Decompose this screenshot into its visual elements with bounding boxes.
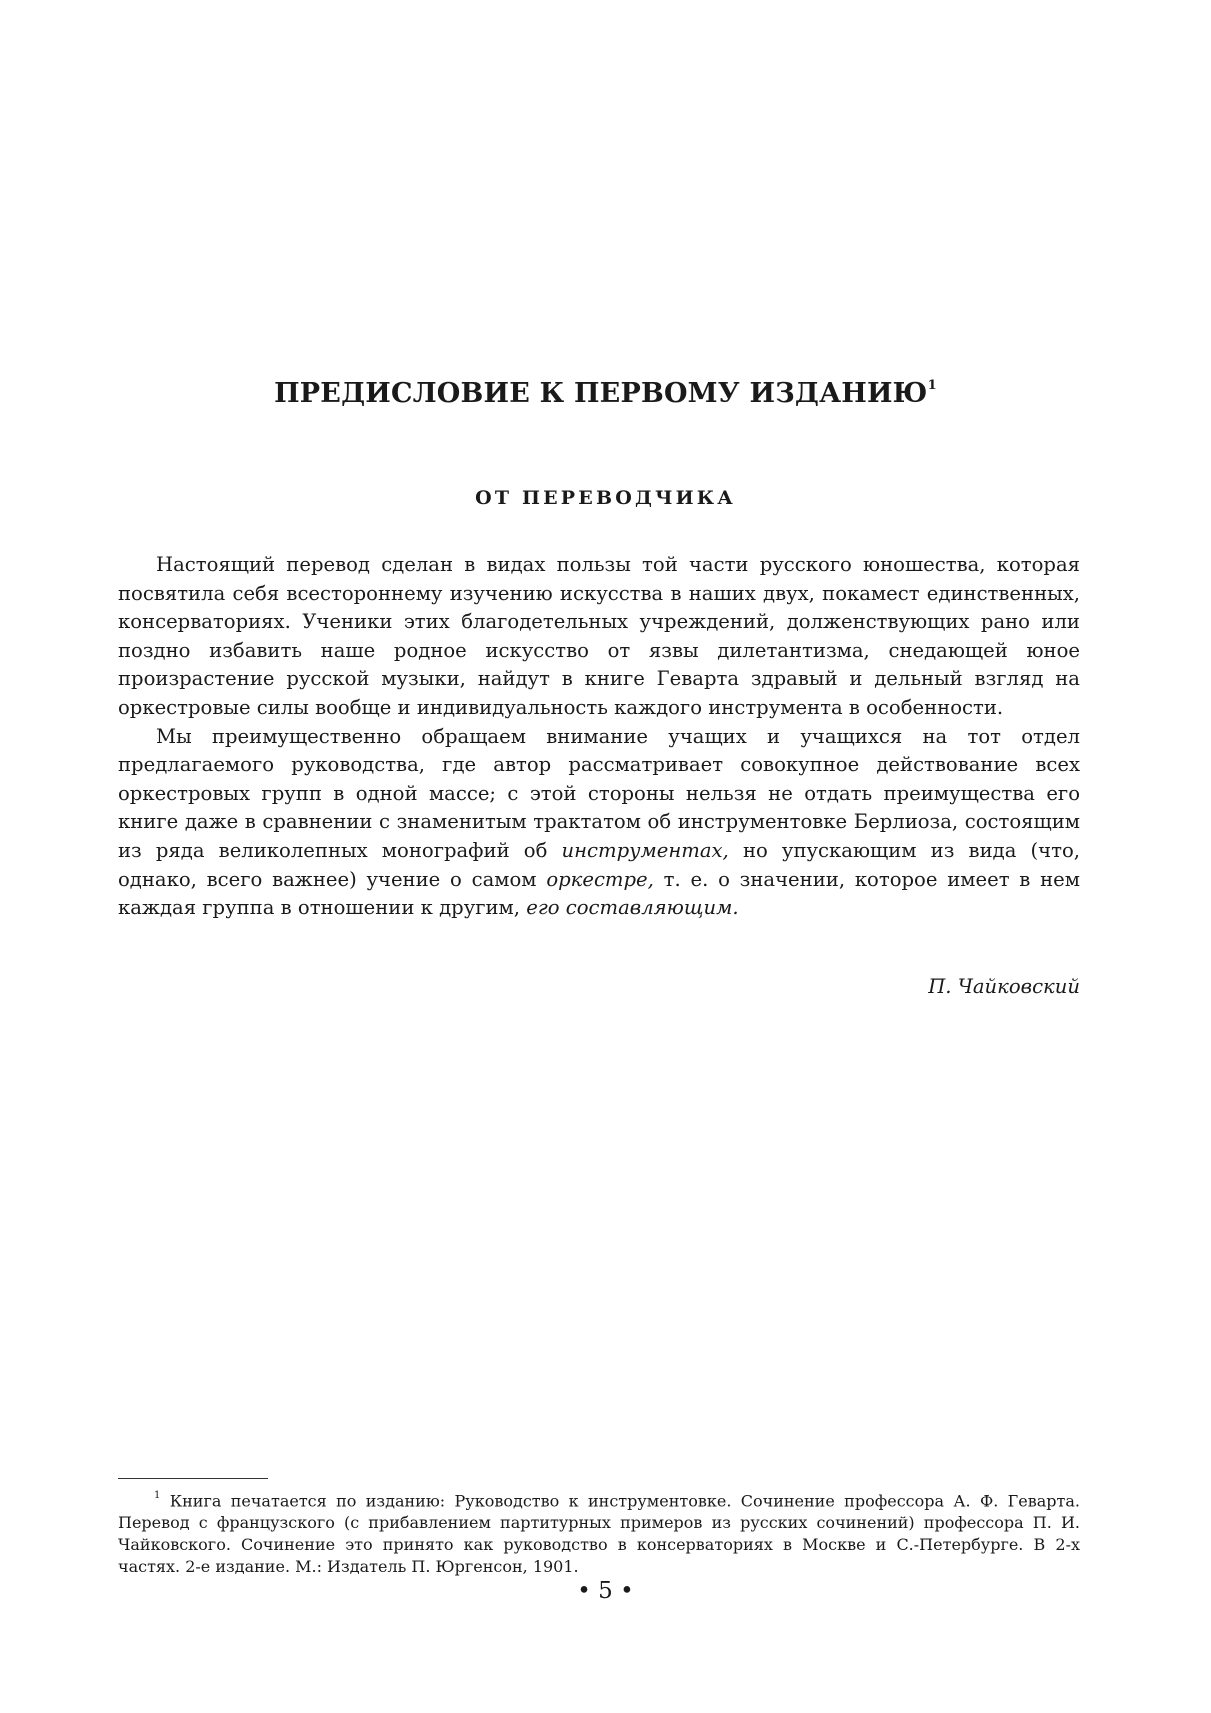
page-number: • 5 •	[577, 1578, 634, 1604]
paragraph-2-part-1: Мы преимущественно обращаем внимание учащих и учащихся на тот отдел предлагаемого руководства, где автор рассматривает совокупное действование всех оркестровых групп в одной массе; с этой стороны нельзя не отдать преимущества его книге даже в сравнении с знаменитым трактатом об инструментовке Берлиоза, состоящим из ряда великолепных монографий об	[118, 724, 1080, 862]
footnote-marker: 1	[154, 1490, 161, 1501]
body-text	[118, 551, 1080, 923]
section-subtitle: ОТ ПЕРЕВОДЧИКА	[475, 487, 736, 509]
paragraph-2-part-2: но упускающим из вида (что, однако, всего важнее) учение о самом	[118, 838, 1080, 891]
title-footnote-marker: 1	[927, 378, 937, 393]
paragraph-1: Настоящий перевод сделан в видах пользы той части русского юношества, которая посвятила себя всестороннему изучению искусства в наших двух, покамест единственных, консерваториях. Ученики этих благодетельных учреждений, долженствующих рано или поздно избавить наше родное искусство от язвы дилетантизма, снедающей юное произрастение русской музыки, найдут в книге Геварта здравый и дельный взгляд на оркестровые силы вообще и индивидуальность каждого инструмента в особенности.	[118, 553, 1080, 719]
footnote-text: Книга печатается по изданию: Руководство к инструментовке. Сочинение профессора А. Ф. Геварта. Перевод с французского (с прибавлением партитурных примеров из русских сочинений) профессора П. И. Чайковского. Сочинение это принято как руководство в консерваториях в Москве и С.-Петербурге. В 2-х частях. 2-е издание. М.: Издатель П. Юргенсон, 1901.	[118, 1491, 1080, 1577]
paragraph-2-emphasis-2: оркестре,	[546, 867, 654, 891]
page-title-text: ПРЕДИСЛОВИЕ К ПЕРВОМУ ИЗДАНИЮ	[274, 378, 928, 409]
paragraph-2	[118, 723, 1080, 923]
page-title	[0, 378, 1211, 409]
signature: П. Чайковский	[928, 975, 1080, 998]
paragraph-2-emphasis-1: инструментах,	[561, 838, 729, 862]
paragraph-2-emphasis-3: его составляющим.	[526, 896, 739, 920]
footnote-divider	[118, 1478, 268, 1479]
paragraph-2-part-3: т. е. о значении, которое имеет в нем каждая группа в отношении к другим,	[118, 867, 1080, 920]
footnote	[118, 1487, 1080, 1578]
